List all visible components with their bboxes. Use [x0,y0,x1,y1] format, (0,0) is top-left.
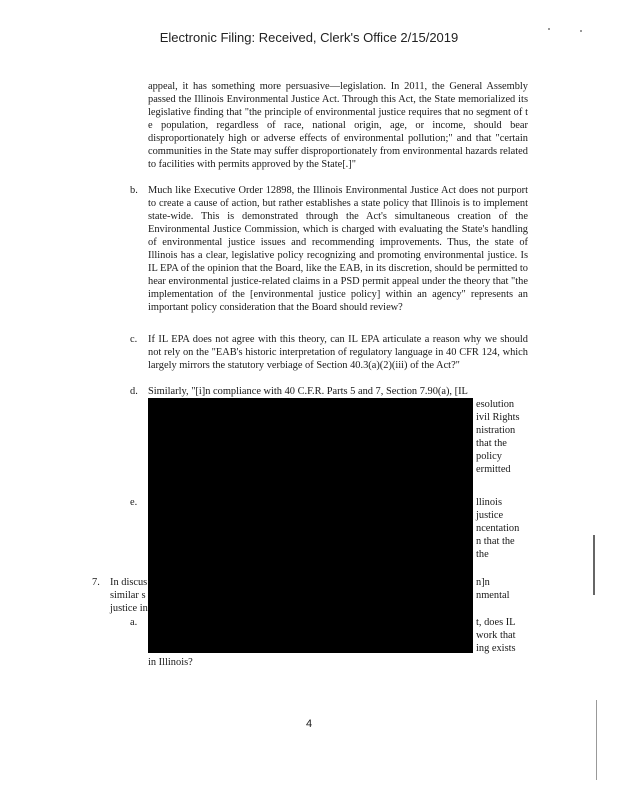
item-b-paragraph: Much like Executive Order 12898, the Illinois Environmental Justice Act does not purport to create a cause of action, but rather establishes a state policy that Illinois is to implement state-wide. This is demonstrated through the Act's simultaneous creation of the Environmental Justice Commission, which is charged with evaluating the State's handling of environmental justice issues and recommending improvements. Thus, the state of Illinois has a clear, legislative policy recognizing and promoting environmental justice. Is IL EPA of the opinion that the Board, like the EAB, in its discretion, should be permitted to hear environmental justice-related claims in a PSD permit appeal under the theory that "the implementation of the [environmental justice policy] within an agency" represents an important policy consideration that the Board should review? [148,185,528,313]
item-a-right-fragment: ing exists [476,643,516,654]
item-d-right-fragment: ermitted [476,464,511,475]
item-e-right-fragment: justice [476,510,504,521]
item-d-right-fragment: esolution [476,399,515,410]
scan-artifact-dot [580,30,582,32]
item-e-right-fragment: n that the [476,536,515,547]
item-7-left-fragment: justice in [110,603,148,614]
item-a-right-fragment: t, does IL [476,617,516,628]
item-7-marker: 7. [92,577,100,588]
item-e-right-fragment: llinois [476,497,502,508]
redaction-block [148,398,473,653]
item-a-marker: a. [130,617,138,628]
scan-artifact-dot [548,28,550,30]
item-d-right-fragment: policy [476,451,502,462]
item-7-right-fragment: n]n [476,577,490,588]
item-d-right-fragment: ivil Rights [476,412,520,423]
electronic-filing-header: Electronic Filing: Received, Clerk's Office 2/15/2019 [159,30,459,45]
item-e-right-fragment: ncentation [476,523,520,534]
item-e-marker: e. [130,497,138,508]
intro-paragraph: appeal, it has something more persuasive—legislation. In 2011, the General Assembly passed the Illinois Environmental Justice Act. Through this Act, the State memorialized its legislative finding that "the principle of environmental justice requires that no segment of t e population, regardless of race, national origin, age, or income, should bear disproportionately high or adverse effects of environmental pollution;" and that "certain communities in the State may suffer disproportionately from environmental hazards related to facilities with permits approved by the State[.]" [148,81,528,170]
item-c-marker: c. [130,334,138,345]
item-d-right-fragment: that the [476,438,507,449]
page-number: 4 [305,718,313,730]
item-d-right-fragment: nistration [476,425,516,436]
item-b-marker: b. [130,185,138,196]
item-c-paragraph: If IL EPA does not agree with this theory, can IL EPA articulate a reason why we should not rely on the "EAB's historic interpretation of regulatory language in 40 CFR 124, which largely mirrors the statutory verbiage of Section 40.3(a)(2)(iii) of the Act?" [148,334,528,371]
item-7-right-fragment: nmental [476,590,510,601]
item-a-last-line: in Illinois? [148,657,193,668]
item-d-first-line: Similarly, "[i]n compliance with 40 C.F.R. Parts 5 and 7, Section 7.90(a), [IL [148,386,468,397]
scan-artifact-line [593,535,595,595]
scan-artifact-line [596,700,597,780]
item-d-marker: d. [130,386,138,397]
item-7-left-fragment: similar s [110,590,146,601]
item-a-right-fragment: work that [476,630,516,641]
item-e-right-fragment: the [476,549,489,560]
item-7-left-fragment: In discus [110,577,148,588]
